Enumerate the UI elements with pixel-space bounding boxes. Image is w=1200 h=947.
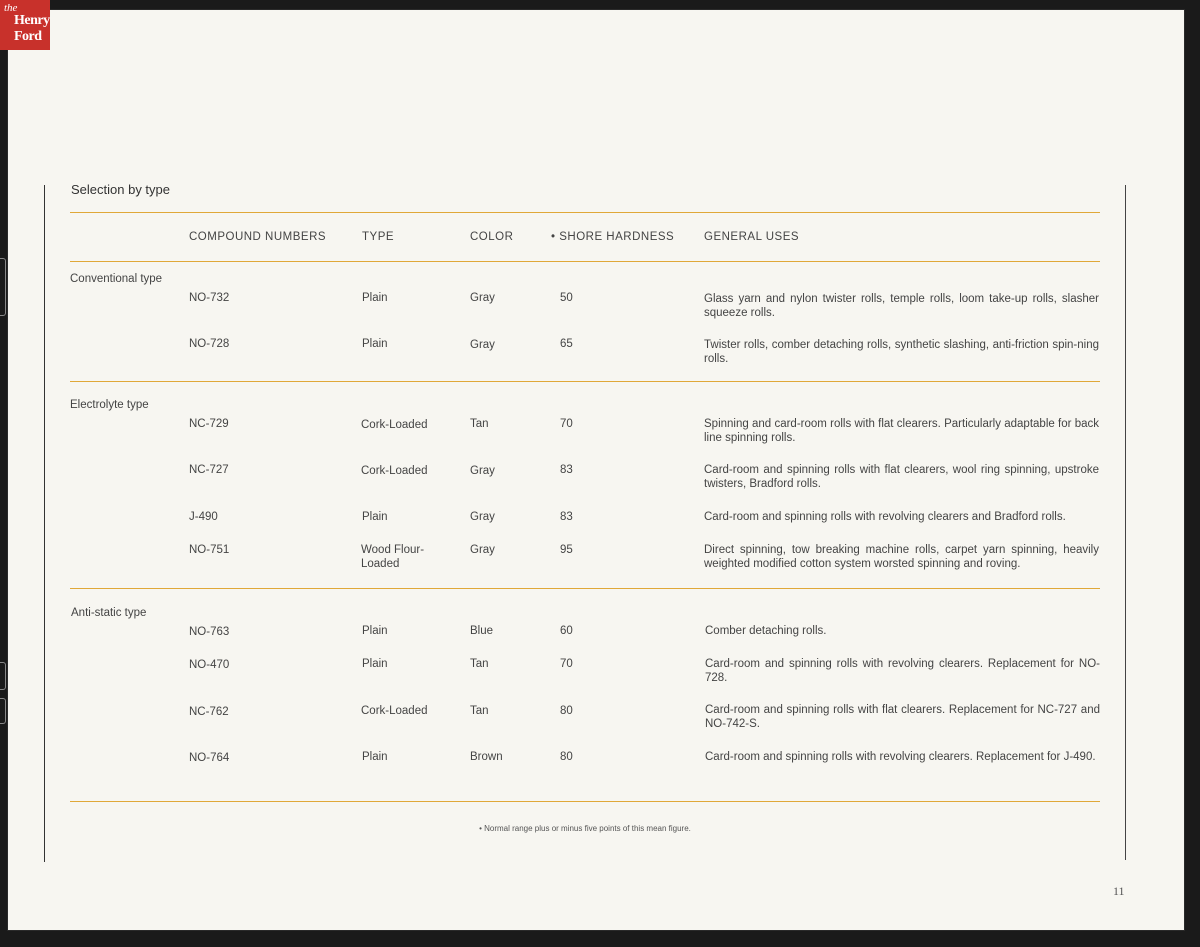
compound-color: Tan [470,418,489,430]
binding-mark [0,662,6,690]
compound-type: Cork-Loaded [361,705,428,717]
compound-color: Brown [470,751,503,763]
compound-color: Gray [470,292,495,304]
section-title: Selection by type [71,182,171,197]
compound-type: Plain [362,511,388,523]
general-uses: Spinning and card-room rolls with flat clearers. Particularly adaptable for back line spinning rolls. [704,418,1099,444]
general-uses: Card-room and spinning rolls with revolving clearers and Bradford rolls. [704,511,1066,523]
compound-number: NO-728 [189,338,230,350]
header-bottom-rule [70,261,1100,262]
compound-number: NC-762 [189,706,229,718]
compound-color: Gray [470,465,495,477]
shore-hardness: 65 [560,338,573,350]
group-label-electrolyte: Electrolyte type [70,399,149,411]
general-uses: Card-room and spinning rolls with flat clearers. Replacement for NC-727 and NO-742-S. [705,704,1100,730]
logo-text-ford: Ford [14,29,42,44]
compound-color: Blue [470,625,494,637]
header-general-uses: GENERAL USES [704,231,800,243]
header-compound-numbers: COMPOUND NUMBERS [189,231,327,243]
compound-type: Plain [362,751,388,763]
general-uses: Card-room and spinning rolls with revolving clearers. Replacement for NO-728. [705,658,1100,684]
compound-color: Gray [470,511,495,523]
shore-hardness: 60 [560,625,573,637]
group-divider [70,588,1100,589]
header-type: TYPE [362,231,395,243]
general-uses: Direct spinning, tow breaking machine rolls, carpet yarn spinning, heavily weighted modified cotton system worsted spinning and roving. [704,544,1099,570]
shore-hardness: 50 [560,292,573,304]
compound-number: NC-729 [189,418,229,430]
group-label-anti-static: Anti-static type [71,607,147,619]
general-uses: Card-room and spinning rolls with flat clearers, wool ring spinning, upstroke twisters, Bradford rolls. [704,464,1099,490]
general-uses: Comber detaching rolls. [705,625,827,637]
shore-hardness: 70 [560,418,573,430]
footnote: • Normal range plus or minus five points of this mean figure. [479,824,691,833]
logo-text-henry: Henry [14,13,50,28]
group-divider [70,381,1100,382]
compound-type: Plain [362,625,388,637]
general-uses: Glass yarn and nylon twister rolls, temple rolls, loom take-up rolls, slasher squeeze rolls. [704,293,1099,319]
compound-number: NO-751 [189,544,230,556]
shore-hardness: 83 [560,464,573,476]
shore-hardness: 70 [560,658,573,670]
shore-hardness: 80 [560,705,573,717]
binding-mark [0,698,6,724]
compound-number: NC-727 [189,464,229,476]
compound-type: Cork-Loaded [361,465,428,477]
shore-hardness: 95 [560,544,573,556]
header-shore-hardness: • SHORE HARDNESS [551,231,675,243]
shore-hardness: 80 [560,751,573,763]
compound-type: Plain [362,338,388,350]
compound-type: Plain [362,658,388,670]
compound-number: NO-763 [189,626,230,638]
table-bottom-rule [70,801,1100,802]
header-top-rule [70,212,1100,213]
general-uses: Twister rolls, comber detaching rolls, synthetic slashing, anti-friction spin-ning rolls. [704,339,1099,365]
binding-mark [0,258,6,316]
compound-color: Tan [470,658,489,670]
group-label-conventional: Conventional type [70,273,163,285]
compound-color: Tan [470,705,489,717]
left-margin-rule [44,185,45,862]
compound-number: J-490 [189,511,218,523]
henry-ford-logo [0,0,50,50]
compound-number: NO-764 [189,752,230,764]
general-uses: Card-room and spinning rolls with revolving clearers. Replacement for J-490. [705,751,1096,763]
compound-type: Cork-Loaded [361,419,428,431]
compound-color: Gray [470,544,495,556]
compound-number: NO-732 [189,292,230,304]
compound-type: Plain [362,292,388,304]
page-number: 11 [1113,884,1125,898]
compound-color: Gray [470,339,495,351]
shore-hardness: 83 [560,511,573,523]
right-margin-rule [1125,185,1126,860]
compound-type: Wood Flour-Loaded [361,544,425,570]
compound-number: NO-470 [189,659,230,671]
logo-text-the: the [4,2,18,14]
header-color: COLOR [470,231,514,243]
